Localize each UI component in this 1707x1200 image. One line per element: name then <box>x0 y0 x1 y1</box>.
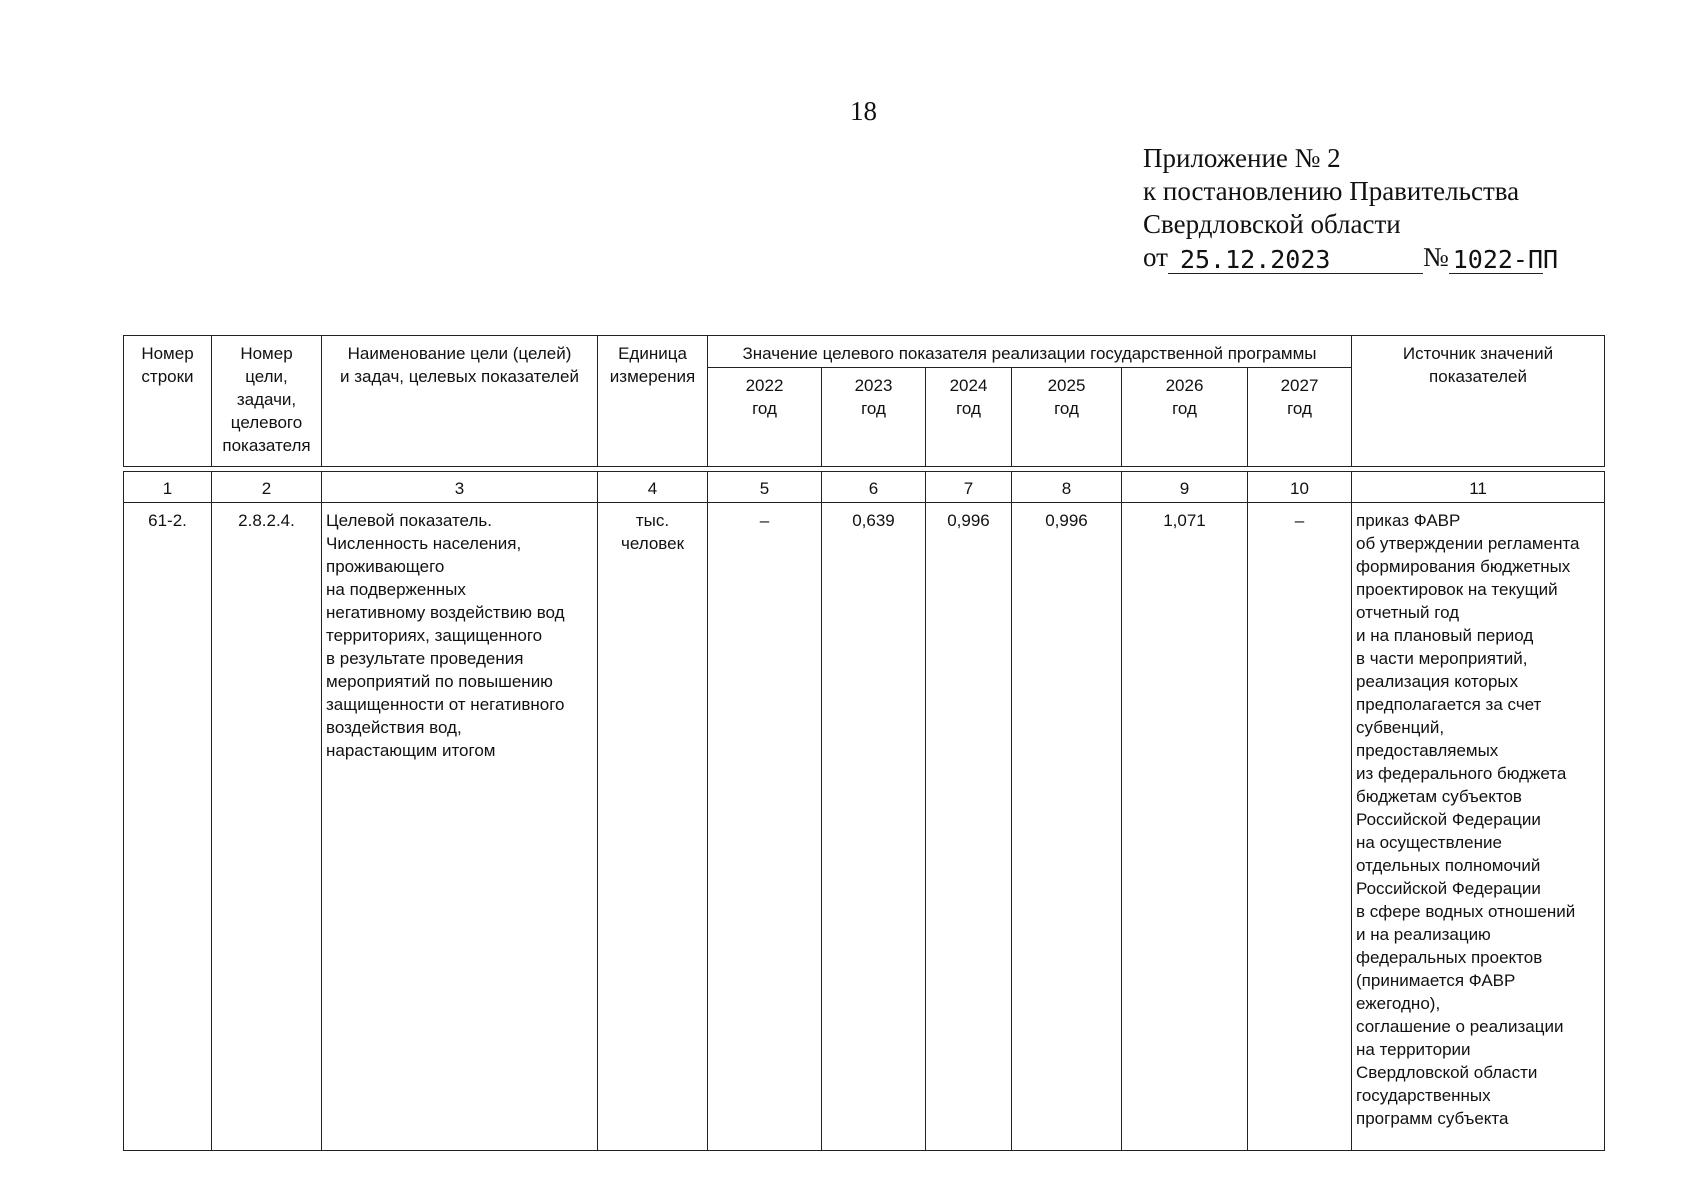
header-source: Источник значений показателей <box>1352 336 1605 467</box>
header-year-2026: 2026 год <box>1122 368 1248 467</box>
header-year-2023: 2023 год <box>822 368 926 467</box>
cell-value-2023: 0,639 <box>822 503 926 1151</box>
header-row-number: Номер строки <box>124 336 212 467</box>
appendix-title: Приложение № 2 <box>1143 143 1341 173</box>
indicators-table <box>123 335 1605 1151</box>
appendix-header <box>1143 142 1683 274</box>
cell-row-number: 61-2. <box>124 503 212 1151</box>
header-year-2025: 2025 год <box>1012 368 1122 467</box>
header-year-2024: 2024 год <box>926 368 1012 467</box>
header-unit: Единица измерения <box>598 336 708 467</box>
column-number: 7 <box>926 472 1012 503</box>
header-values-group: Значение целевого показателя реализации государственной программы <box>708 336 1352 368</box>
number-prefix: № <box>1422 242 1449 272</box>
cell-value-2024: 0,996 <box>926 503 1012 1151</box>
indicators-table-wrapper <box>123 335 1605 1151</box>
cell-value-2025: 0,996 <box>1012 503 1122 1151</box>
column-number: 5 <box>708 472 822 503</box>
column-number: 10 <box>1248 472 1352 503</box>
resolution-date: 25.12.2023 <box>1168 246 1423 274</box>
column-number: 9 <box>1122 472 1248 503</box>
column-number: 6 <box>822 472 926 503</box>
column-number: 8 <box>1012 472 1122 503</box>
cell-value-2022: – <box>708 503 822 1151</box>
cell-source: приказ ФАВР об утверждении регламента формирования бюджетных проектировок на текущий отчетный год и на плановый период в части мероприятий, реализация которых предполагается за счет субвенций, предоставляемых из федерального бюджета бюджетам субъектов Российской Федерации на осуществление отдельных полномочий Российской Федерации в сфере водных отношений и на реализацию федеральных проектов (принимается ФАВР ежегодно), соглашение о реализации на территории Свердловской области государственных программ субъекта <box>1352 503 1605 1151</box>
column-number: 1 <box>124 472 212 503</box>
table-row <box>124 503 1605 1151</box>
header-year-2027: 2027 год <box>1248 368 1352 467</box>
header-goal-name: Наименование цели (целей) и задач, целевых показателей <box>322 336 598 467</box>
resolution-number: 1022-ПП <box>1449 246 1543 274</box>
page-number: 18 <box>850 96 877 126</box>
header-goal-number: Номер цели, задачи, целевого показателя <box>212 336 322 467</box>
cell-goal-number: 2.8.2.4. <box>212 503 322 1151</box>
column-number: 3 <box>322 472 598 503</box>
column-number: 2 <box>212 472 322 503</box>
date-prefix: от <box>1143 242 1168 272</box>
appendix-date-number-line <box>1143 241 1683 274</box>
cell-value-2027: – <box>1248 503 1352 1151</box>
cell-unit: тыс. человек <box>598 503 708 1151</box>
appendix-resolution-line: к постановлению Правительства <box>1143 176 1520 206</box>
header-year-2022: 2022 год <box>708 368 822 467</box>
cell-value-2026: 1,071 <box>1122 503 1248 1151</box>
column-number: 4 <box>598 472 708 503</box>
column-numbers-row <box>124 472 1605 503</box>
appendix-region-line: Свердловской области <box>1143 209 1401 239</box>
column-number: 11 <box>1352 472 1605 503</box>
cell-goal-name: Целевой показатель. Численность населения, проживающего на подверженных негативному воздействию вод территориях, защищенного в результате проведения мероприятий по повышению защищенности от негативного воздействия вод, нарастающим итогом <box>322 503 598 1151</box>
